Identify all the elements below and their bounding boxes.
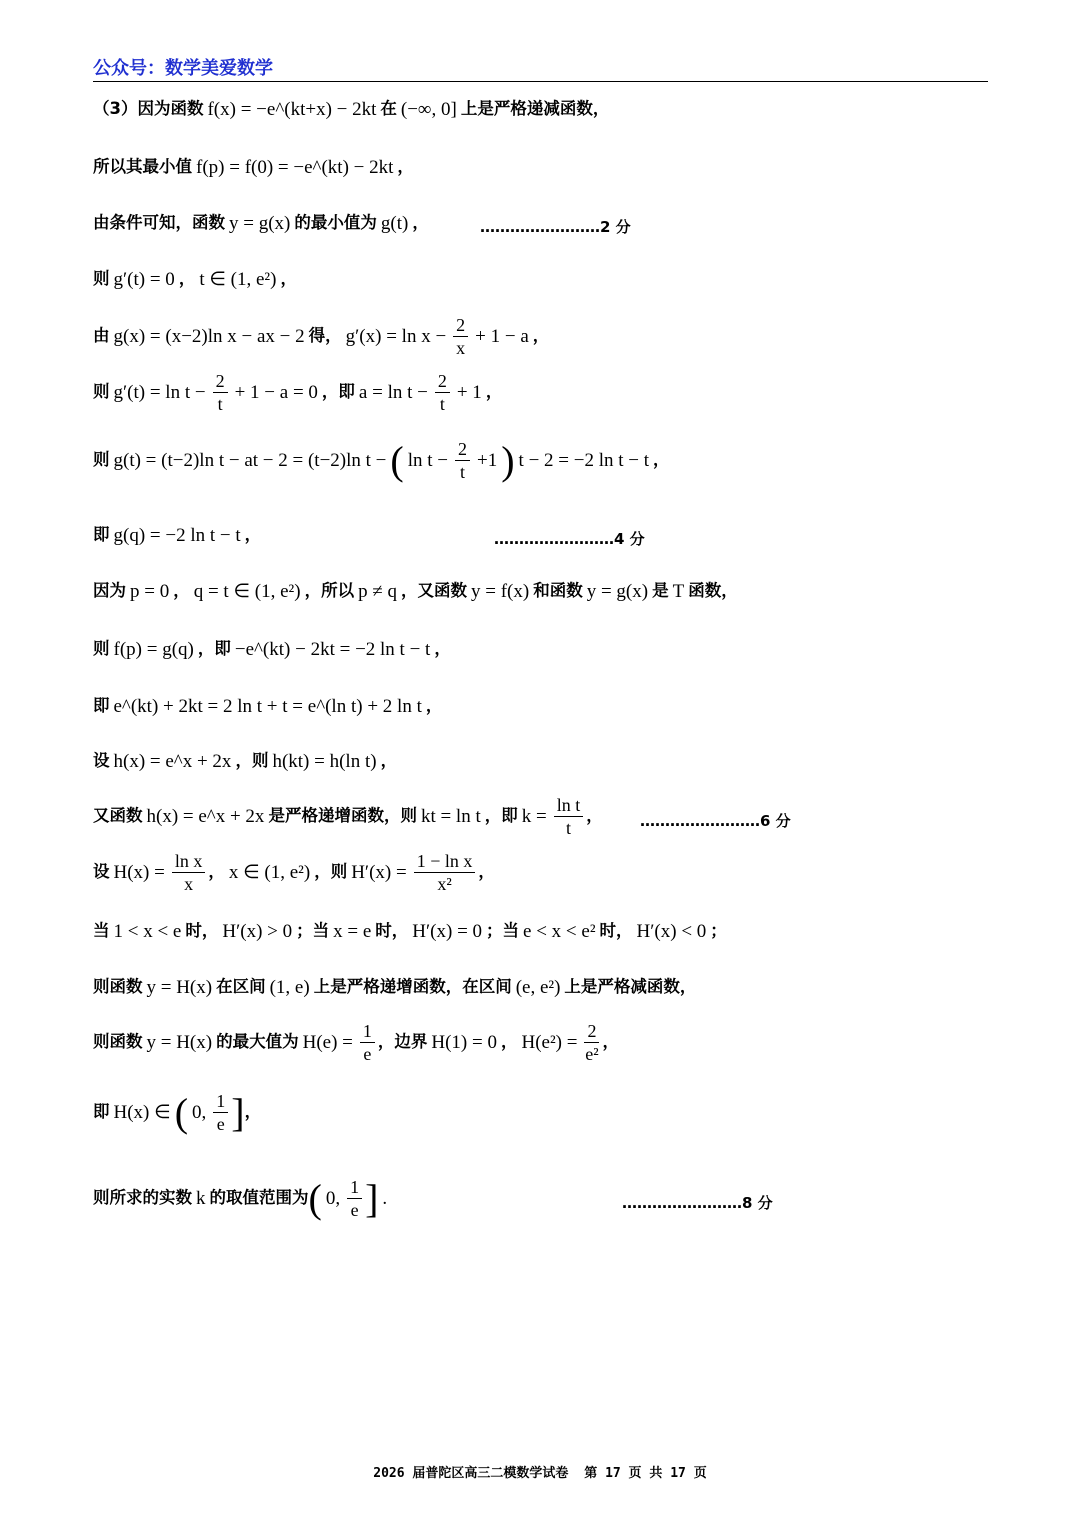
- line-15: [93, 922, 727, 941]
- math: H(1) = 0: [431, 1032, 497, 1053]
- math: H(e²) =: [521, 1032, 578, 1053]
- text: 即: [93, 525, 110, 545]
- fraction: [347, 1178, 362, 1219]
- text: 即: [93, 696, 110, 716]
- left-paren: (: [174, 1089, 189, 1135]
- math: f(p) = f(0) = −e^(kt) − 2kt: [196, 157, 394, 178]
- numerator: 2: [455, 440, 470, 461]
- math: H′(x) > 0: [222, 921, 293, 942]
- exam-title: 2026 届普陀区高三二模数学试卷: [373, 1466, 569, 1481]
- fraction: [360, 1022, 375, 1063]
- text: ，则: [235, 751, 269, 771]
- fraction: [172, 852, 206, 893]
- text: ，: [478, 862, 495, 882]
- text: ；: [710, 921, 727, 941]
- right-bracket: ]: [365, 1175, 379, 1221]
- text: ，: [602, 1032, 619, 1052]
- math: .: [382, 1188, 388, 1209]
- math: p ≠ q: [358, 581, 397, 602]
- text: 则函数: [93, 977, 143, 997]
- line-17: [93, 1022, 619, 1063]
- line-5: [93, 316, 549, 357]
- math: H(e) =: [302, 1032, 353, 1053]
- text: 则: [93, 382, 110, 402]
- line-11: [93, 697, 442, 716]
- numerator: 2: [213, 372, 228, 393]
- text: ，: [434, 639, 451, 659]
- text: 时，: [185, 921, 219, 941]
- line-7: [93, 437, 670, 483]
- text: 时，: [599, 921, 633, 941]
- text: 是严格递增函数，则: [268, 806, 417, 826]
- denominator: x²: [437, 874, 452, 894]
- line-10: [93, 640, 451, 659]
- math: e^(kt) + 2kt = 2 ln t + t = e^(ln t) + 2 ln t: [113, 696, 422, 717]
- text: ，又函数: [401, 581, 467, 601]
- text: 函数，: [688, 581, 738, 601]
- math: 1 < x < e: [113, 921, 182, 942]
- math: (1, e): [269, 977, 310, 998]
- math: h(kt) = h(ln t): [272, 751, 377, 772]
- math: g′(t) = 0: [113, 269, 175, 290]
- math: q = t ∈ (1, e²): [193, 581, 301, 602]
- fraction: [435, 372, 450, 413]
- denominator: x: [184, 874, 194, 894]
- denominator: t: [565, 818, 571, 838]
- math: a = ln t −: [358, 382, 428, 403]
- text: 设: [93, 751, 110, 771]
- fraction: [213, 1092, 228, 1133]
- math: + 1: [456, 382, 482, 403]
- text: 的最小值为: [294, 213, 377, 233]
- score-marker-4: ……………………4 分: [494, 530, 645, 548]
- text: （3）因为函数: [93, 99, 204, 119]
- text: 又函数: [93, 806, 143, 826]
- text: ，: [485, 382, 503, 402]
- score-marker-2: ……………………2 分: [480, 218, 631, 236]
- text: 当: [93, 921, 110, 941]
- header-source: 公众号：数学美爱数学: [93, 58, 273, 79]
- text: 上是严格递增函数，在区间: [313, 977, 512, 997]
- text: 和函数: [533, 581, 583, 601]
- text: ，: [586, 806, 603, 826]
- text: ，则: [314, 862, 348, 882]
- numerator: ln t: [554, 796, 584, 817]
- math: y = H(x): [146, 1032, 213, 1053]
- text: 由条件可知，函数: [93, 213, 225, 233]
- math: H(x) =: [113, 862, 165, 883]
- line-9: [93, 582, 738, 601]
- text: ，: [208, 862, 225, 882]
- fraction: [554, 796, 584, 837]
- denominator: e: [363, 1044, 372, 1064]
- right-bracket: ]: [231, 1089, 245, 1135]
- denominator: t: [217, 394, 223, 414]
- text: 则所求的实数: [93, 1188, 192, 1208]
- text: ，: [244, 525, 262, 545]
- math: + 1 − a = 0: [234, 382, 318, 403]
- line-3: [93, 214, 429, 233]
- text: ；当: [486, 921, 520, 941]
- math: x = e: [333, 921, 372, 942]
- math: kt = ln t: [420, 806, 481, 827]
- numerator: 2: [435, 372, 450, 393]
- math: g′(x) = ln x −: [345, 326, 447, 347]
- math: (e, e²): [515, 977, 561, 998]
- line-1: [93, 100, 609, 119]
- numerator: 2: [453, 316, 468, 337]
- math: k: [196, 1188, 206, 1209]
- math: g(t): [380, 213, 409, 234]
- score-marker-6: ……………………6 分: [640, 812, 791, 830]
- fraction: [414, 852, 476, 893]
- text: ，: [425, 696, 443, 716]
- math: h(x) = e^x + 2x: [113, 751, 232, 772]
- numerator: 1: [347, 1178, 362, 1199]
- fraction: [213, 372, 228, 413]
- fraction: [453, 316, 468, 357]
- text: ，所以: [304, 581, 355, 601]
- text: 得，: [308, 326, 342, 346]
- line-14: [93, 852, 495, 893]
- math: y = g(x): [586, 581, 649, 602]
- text: 由: [93, 326, 110, 346]
- math: t ∈ (1, e²): [199, 269, 277, 290]
- text: 则: [93, 450, 110, 470]
- text: 时，: [375, 921, 409, 941]
- left-paren: (: [390, 437, 404, 483]
- text: ，: [178, 269, 196, 289]
- math: H′(x) =: [351, 862, 407, 883]
- denominator: x: [456, 338, 466, 358]
- denominator: e: [216, 1114, 225, 1134]
- text: 上是严格递减函数，: [460, 99, 610, 119]
- fraction: [584, 1022, 599, 1063]
- score-marker-8: ……………………8 分: [622, 1194, 773, 1212]
- denominator: e²: [585, 1044, 599, 1064]
- text: 所以其最小值: [93, 157, 192, 177]
- denominator: t: [459, 462, 465, 482]
- right-paren: ): [501, 437, 515, 483]
- line-13: [93, 796, 603, 837]
- denominator: t: [439, 394, 445, 414]
- line-2: [93, 158, 414, 177]
- math: x ∈ (1, e²): [228, 862, 311, 883]
- text: ，: [653, 450, 670, 470]
- math: T: [672, 581, 685, 602]
- text: 即: [93, 1102, 110, 1122]
- math: h(x) = e^x + 2x: [146, 806, 265, 827]
- text: ，: [280, 269, 297, 289]
- math: g(t) = (t−2)ln t − at − 2 = (t−2)ln t −: [113, 450, 387, 471]
- math: −e^(kt) − 2kt = −2 ln t − t: [234, 639, 431, 660]
- text: 因为: [93, 581, 126, 601]
- text: ，即: [484, 806, 518, 826]
- line-19: [93, 1175, 391, 1221]
- line-12: [93, 752, 397, 771]
- text: ，即: [321, 382, 355, 402]
- math: H′(x) = 0: [412, 921, 483, 942]
- header-divider: [93, 81, 988, 82]
- text: 则: [93, 639, 110, 659]
- text: ，: [244, 1102, 262, 1122]
- math: y = g(x): [229, 213, 291, 234]
- text: ；当: [296, 921, 330, 941]
- text: 的最大值为: [216, 1032, 299, 1052]
- text: 则: [93, 269, 110, 289]
- line-6: [93, 372, 502, 413]
- math: k =: [521, 806, 547, 827]
- math: 0,: [192, 1102, 207, 1123]
- math: H(x) ∈: [113, 1102, 171, 1123]
- fraction: [455, 440, 470, 481]
- math: +1: [477, 450, 498, 471]
- numerator: ln x: [172, 852, 206, 873]
- line-16: [93, 978, 696, 997]
- math: y = H(x): [146, 977, 213, 998]
- math: f(p) = g(q): [113, 639, 194, 660]
- math: + 1 − a: [475, 326, 529, 347]
- text: ，: [412, 213, 429, 233]
- numerator: 2: [584, 1022, 599, 1043]
- text: ，: [380, 751, 398, 771]
- text: 则函数: [93, 1032, 143, 1052]
- text: 是: [652, 581, 669, 601]
- line-18: [93, 1089, 262, 1135]
- text: 设: [93, 862, 110, 882]
- page-number: 第 17 页 共 17 页: [584, 1466, 707, 1481]
- denominator: e: [350, 1200, 359, 1220]
- text: ，即: [197, 639, 231, 659]
- math: g′(t) = ln t −: [113, 382, 206, 403]
- math: H′(x) < 0: [636, 921, 707, 942]
- line-8: [93, 526, 261, 545]
- text: ，: [173, 581, 190, 601]
- numerator: 1: [360, 1022, 375, 1043]
- math: g(q) = −2 ln t − t: [113, 525, 241, 546]
- text: ，: [500, 1032, 518, 1052]
- math: e < x < e²: [523, 921, 596, 942]
- math: 0,: [325, 1188, 341, 1209]
- math: (−∞, 0]: [400, 99, 457, 120]
- text: 在: [380, 99, 397, 119]
- page-footer: [0, 1462, 1080, 1481]
- math: y = f(x): [471, 581, 530, 602]
- left-paren: (: [308, 1175, 322, 1221]
- line-4: [93, 270, 297, 289]
- text: ，: [532, 326, 550, 346]
- math: p = 0: [130, 581, 170, 602]
- text: ，: [397, 157, 414, 177]
- math: t − 2 = −2 ln t − t: [518, 450, 650, 471]
- numerator: 1: [213, 1092, 228, 1113]
- math: ln t −: [407, 450, 448, 471]
- numerator: 1 − ln x: [414, 852, 476, 873]
- text: 在区间: [216, 977, 266, 997]
- text: 上是严格减函数，: [564, 977, 697, 997]
- math: f(x) = −e^(kt+x) − 2kt: [207, 99, 377, 120]
- text: ，边界: [377, 1032, 428, 1052]
- math: g(x) = (x−2)ln x − ax − 2: [113, 326, 305, 347]
- text: 的取值范围为: [209, 1188, 309, 1208]
